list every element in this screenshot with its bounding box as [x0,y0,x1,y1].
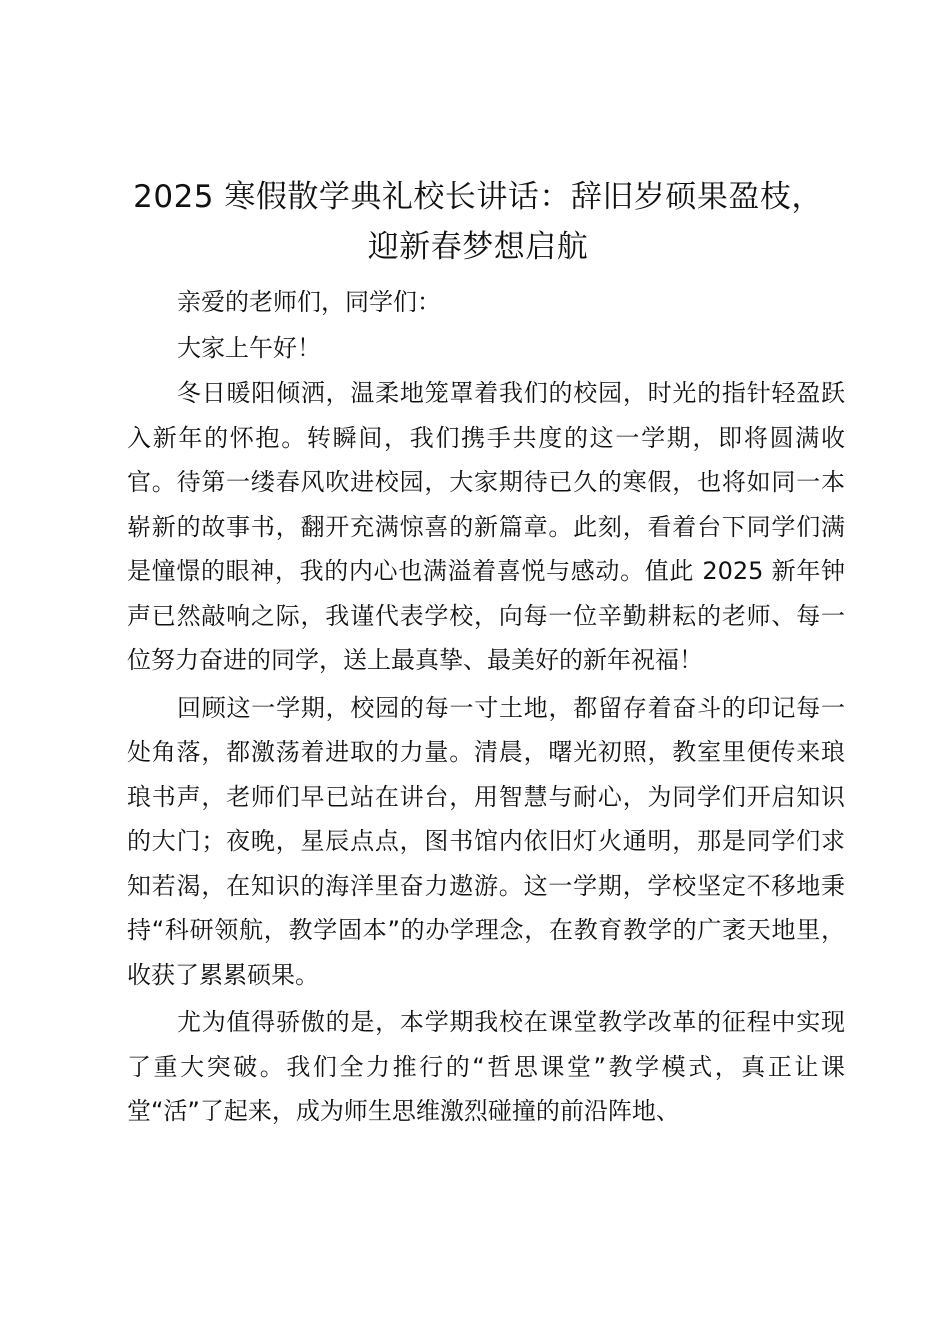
greeting: 大家上午好！ [177,333,321,362]
body-paragraph-2: 回顾这一学期，校园的每一寸土地，都留存着奋斗的印记每一处角落，都激荡着进取的力量。清晨，曙光初照，教室里便传来琅琅书声，老师们早已站在讲台，用智慧与耐心，为同学们开启知识的大门；夜晚，星辰点点，图书馆内依旧灯火通明，那是同学们求知若渴，在知识的海洋里奋力遨游。这一学期，学校坚定不移地秉持“科研领航，教学固本”的办学理念，在教育教学的广袤天地里，收获了累累硕果。 [127,693,845,989]
document-title: 2025 寒假散学典礼校长讲话：辞旧岁硕果盈枝，迎新春梦想启航 [133,179,823,265]
body-paragraph-1: 冬日暖阳倾洒，温柔地笼罩着我们的校园，时光的指针轻盈跃入新年的怀抱。转瞬间，我们携手共度的这一学期，即将圆满收官。待第一缕春风吹进校园，大家期待已久的寒假，也将如同一本崭新的故事书，翻开充满惊喜的新篇章。此刻，看着台下同学们满是憧憬的眼神，我的内心也满溢着喜悦与感动。值此 2025 新年钟声已然敲响之际，我谨代表学校，向每一位辛勤耕耘的老师、每一位努力奋进的同学，送上最真挚、最美好的新年祝福！ [127,379,845,674]
document-body [127,280,845,1136]
salutation: 亲爱的老师们，同学们： [177,288,441,316]
body-paragraph-3: 尤为值得骄傲的是，本学期我校在课堂教学改革的征程中实现了重大突破。我们全力推行的“哲思课堂”教学模式，真正让课堂“活”了起来，成为师生思维激烈碰撞的前沿阵地、 [127,1008,845,1125]
